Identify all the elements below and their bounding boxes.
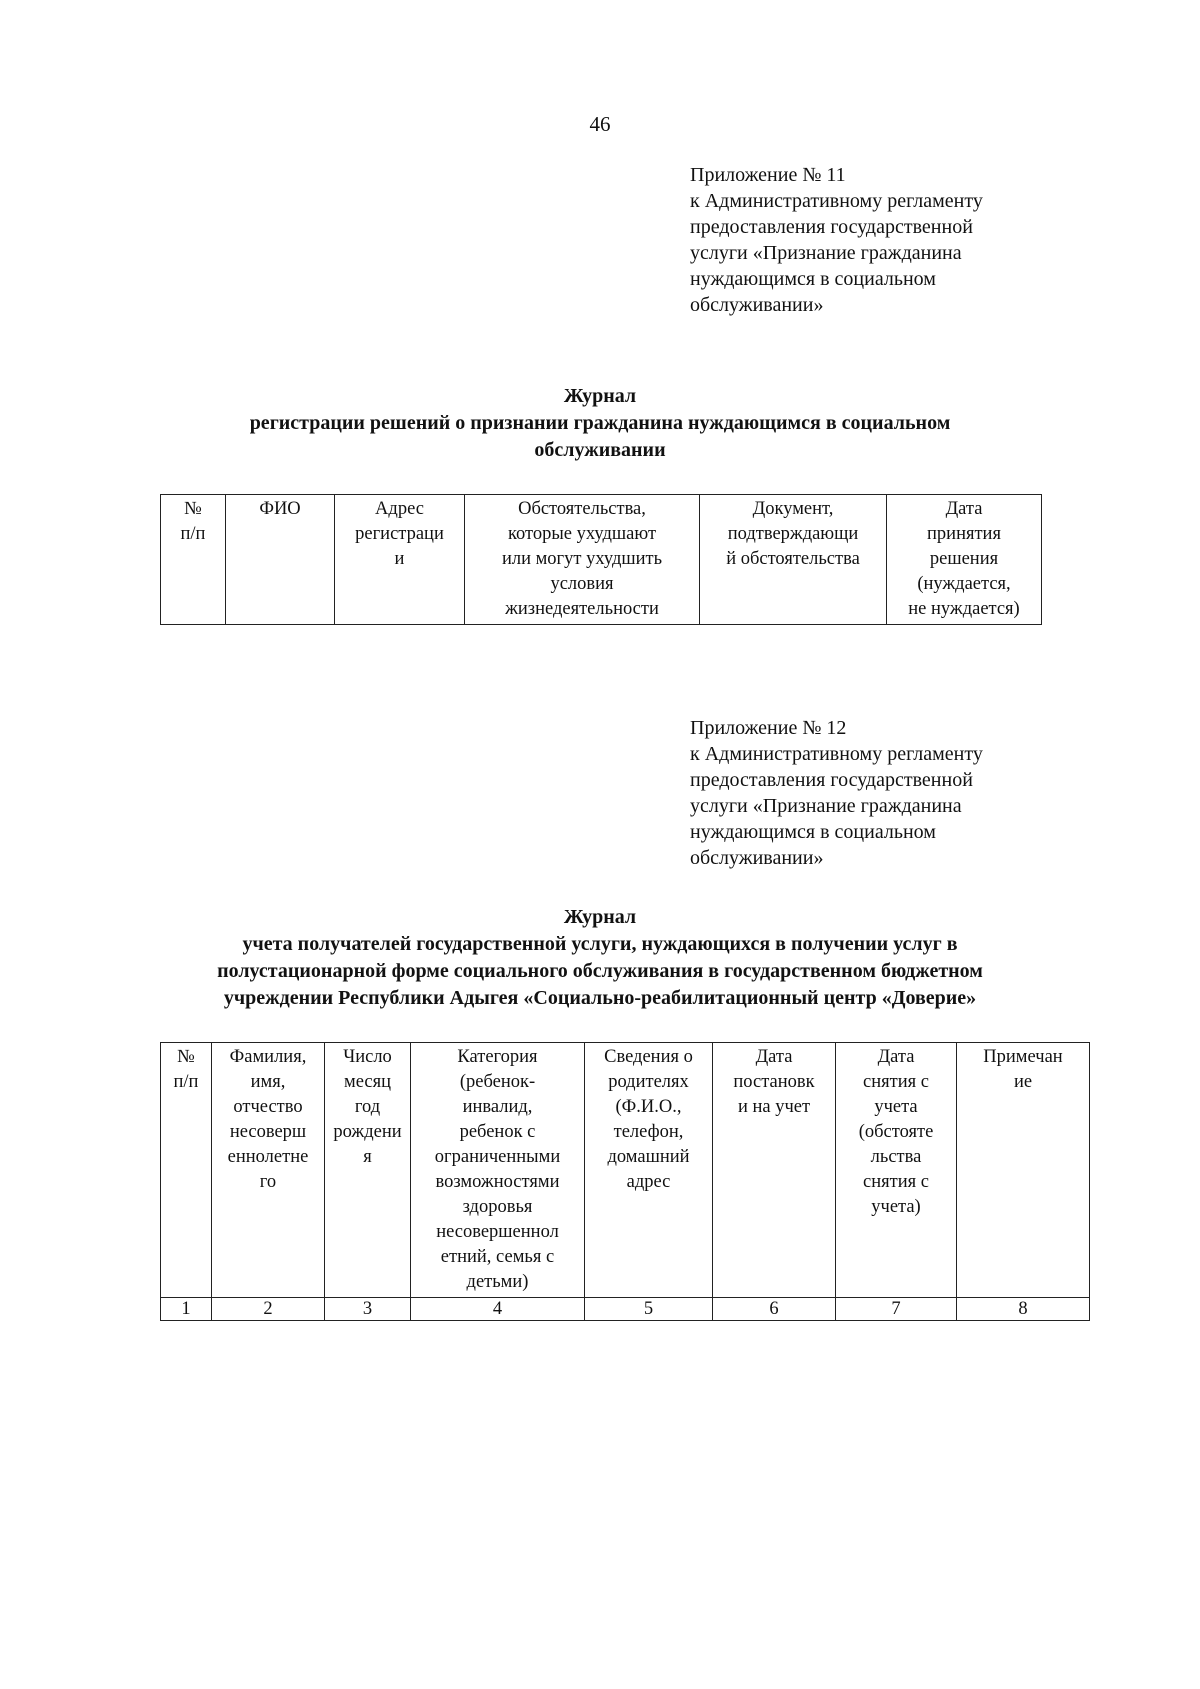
- journal-2-column-number: 4: [411, 1298, 585, 1321]
- journal-2-column-number: 1: [161, 1298, 212, 1321]
- appendix-11-line: Приложение № 11: [690, 164, 846, 186]
- journal-1-title-block: [0, 383, 1200, 464]
- journal-2-column-number: 7: [836, 1298, 957, 1321]
- journal-1-title: Журнал: [563, 385, 637, 407]
- journal-2-col-deregistration-date: Дата снятия с учета (обстояте льства снятия с учета): [836, 1043, 957, 1298]
- appendix-12-line: нуждающимся в социальном: [690, 821, 936, 843]
- journal-2-col-full-name: Фамилия, имя, отчество несоверш еннолетне го: [212, 1043, 325, 1298]
- appendix-12-line: предоставления государственной: [690, 769, 973, 791]
- journal-2-column-number: 3: [325, 1298, 411, 1321]
- journal-2-column-number: 2: [212, 1298, 325, 1321]
- journal-2-col-number: № п/п: [161, 1043, 212, 1298]
- appendix-11-line: к Административному регламенту: [690, 190, 983, 212]
- appendix-12-line: к Административному регламенту: [690, 743, 983, 765]
- journal-2-column-number: 5: [585, 1298, 713, 1321]
- journal-2-subtitle-line: полустационарной форме социального обслуживания в государственном бюджетном: [217, 960, 983, 982]
- appendix-11-line: услуги «Признание гражданина: [690, 242, 962, 264]
- journal-2-col-parents-info: Сведения о родителях (Ф.И.О., телефон, домашний адрес: [585, 1043, 713, 1298]
- appendix-12-header: [690, 715, 1070, 871]
- page-number: 46: [589, 112, 611, 136]
- journal-2-table: [160, 1042, 1090, 1321]
- journal-1-col-number: № п/п: [161, 495, 226, 625]
- journal-1-col-circumstances: Обстоятельства, которые ухудшают или могут ухудшить условия жизнедеятельности: [465, 495, 700, 625]
- journal-2-header-row: [161, 1043, 1090, 1298]
- journal-2-col-registration-date: Дата постановк и на учет: [713, 1043, 836, 1298]
- journal-1-col-decision-date: Дата принятия решения (нуждается, не нуждается): [887, 495, 1042, 625]
- journal-2-title-block: [0, 904, 1200, 1012]
- journal-1-col-document: Документ, подтверждающи й обстоятельства: [700, 495, 887, 625]
- appendix-11-line: нуждающимся в социальном: [690, 268, 936, 290]
- appendix-12-line: услуги «Признание гражданина: [690, 795, 962, 817]
- journal-2-column-number: 6: [713, 1298, 836, 1321]
- appendix-12-line: обслуживании»: [690, 847, 824, 869]
- journal-1-table: [160, 494, 1042, 625]
- journal-1-col-address: Адрес регистраци и: [335, 495, 465, 625]
- appendix-12-line: Приложение № 12: [690, 717, 847, 739]
- journal-1-col-fio: ФИО: [226, 495, 335, 625]
- journal-2-col-category: Категория (ребенок- инвалид, ребенок с ограниченными возможностями здоровья несовершеннол етний, семья с детьми): [411, 1043, 585, 1298]
- journal-2-column-number: 8: [957, 1298, 1090, 1321]
- journal-1-header-row: [161, 495, 1042, 625]
- journal-2-title: Журнал: [563, 906, 637, 928]
- journal-2-col-notes: Примечан ие: [957, 1043, 1090, 1298]
- journal-1-subtitle-line: обслуживании: [534, 439, 666, 461]
- journal-2-column-numbers-row: [161, 1298, 1090, 1321]
- appendix-11-line: обслуживании»: [690, 294, 824, 316]
- journal-2-subtitle-line: учета получателей государственной услуги, нуждающихся в получении услуг в: [242, 933, 958, 955]
- appendix-11-line: предоставления государственной: [690, 216, 973, 238]
- appendix-11-header: [690, 162, 1070, 318]
- journal-1-subtitle-line: регистрации решений о признании гражданина нуждающимся в социальном: [249, 412, 951, 434]
- journal-2-subtitle-line: учреждении Республики Адыгея «Социально-реабилитационный центр «Доверие»: [223, 987, 977, 1009]
- journal-2-col-birth-date: Число месяц год рождени я: [325, 1043, 411, 1298]
